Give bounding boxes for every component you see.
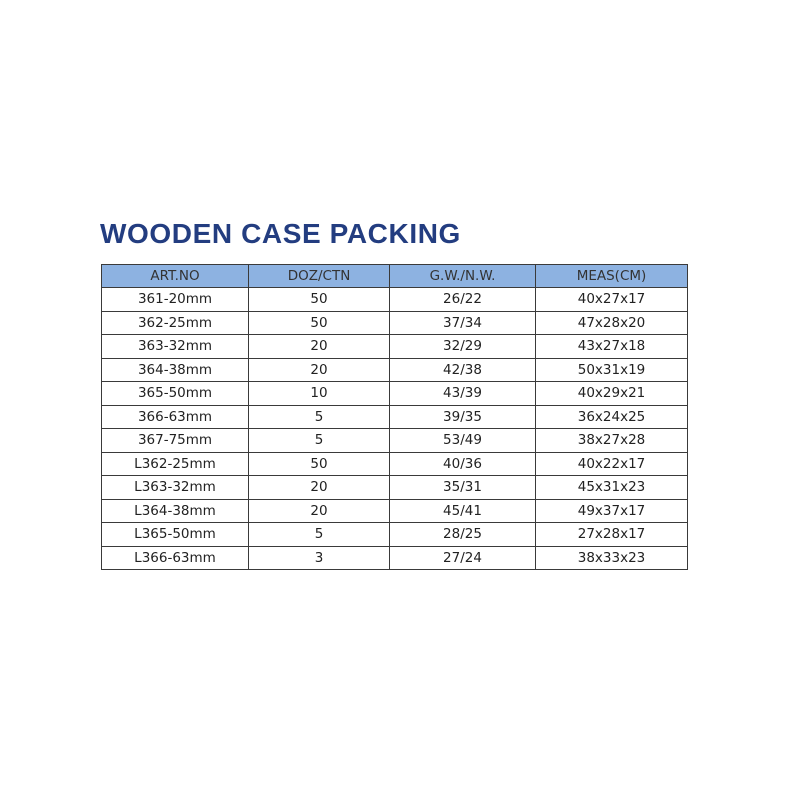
cell-doz-ctn: 20 [249,335,390,359]
table-body [102,288,688,570]
header-doz-ctn: DOZ/CTN [249,265,390,288]
cell-art-no: 366-63mm [102,405,249,429]
table-row [102,382,688,406]
cell-meas: 50x31x19 [536,358,688,382]
table-row [102,311,688,335]
table-row [102,405,688,429]
table-row [102,476,688,500]
table-header [102,265,688,288]
cell-art-no: 363-32mm [102,335,249,359]
cell-gw-nw: 26/22 [390,288,536,312]
cell-meas: 49x37x17 [536,499,688,523]
table-row [102,452,688,476]
cell-meas: 38x27x28 [536,429,688,453]
cell-doz-ctn: 10 [249,382,390,406]
cell-doz-ctn: 20 [249,476,390,500]
packing-table [101,264,688,570]
cell-gw-nw: 40/36 [390,452,536,476]
table-row [102,288,688,312]
table-row [102,546,688,570]
cell-art-no: 364-38mm [102,358,249,382]
table-row [102,523,688,547]
table-row [102,499,688,523]
cell-art-no: 361-20mm [102,288,249,312]
header-row [102,265,688,288]
cell-doz-ctn: 50 [249,288,390,312]
cell-gw-nw: 27/24 [390,546,536,570]
cell-gw-nw: 28/25 [390,523,536,547]
table-row [102,429,688,453]
cell-gw-nw: 42/38 [390,358,536,382]
table-row [102,358,688,382]
cell-gw-nw: 39/35 [390,405,536,429]
cell-gw-nw: 45/41 [390,499,536,523]
cell-meas: 36x24x25 [536,405,688,429]
cell-doz-ctn: 20 [249,358,390,382]
cell-meas: 40x27x17 [536,288,688,312]
cell-art-no: 367-75mm [102,429,249,453]
cell-doz-ctn: 50 [249,311,390,335]
cell-gw-nw: 53/49 [390,429,536,453]
header-gw-nw: G.W./N.W. [390,265,536,288]
cell-meas: 38x33x23 [536,546,688,570]
table-row [102,335,688,359]
cell-gw-nw: 32/29 [390,335,536,359]
cell-art-no: 362-25mm [102,311,249,335]
cell-doz-ctn: 5 [249,405,390,429]
cell-meas: 27x28x17 [536,523,688,547]
header-meas: MEAS(CM) [536,265,688,288]
cell-art-no: L362-25mm [102,452,249,476]
cell-gw-nw: 35/31 [390,476,536,500]
page-title: WOODEN CASE PACKING [100,218,461,249]
cell-art-no: L366-63mm [102,546,249,570]
cell-meas: 45x31x23 [536,476,688,500]
cell-art-no: L365-50mm [102,523,249,547]
cell-gw-nw: 37/34 [390,311,536,335]
cell-meas: 43x27x18 [536,335,688,359]
cell-doz-ctn: 3 [249,546,390,570]
cell-gw-nw: 43/39 [390,382,536,406]
cell-doz-ctn: 5 [249,429,390,453]
header-art-no: ART.NO [102,265,249,288]
cell-meas: 40x22x17 [536,452,688,476]
cell-meas: 47x28x20 [536,311,688,335]
cell-doz-ctn: 20 [249,499,390,523]
cell-art-no: L364-38mm [102,499,249,523]
cell-art-no: L363-32mm [102,476,249,500]
cell-doz-ctn: 50 [249,452,390,476]
cell-art-no: 365-50mm [102,382,249,406]
cell-meas: 40x29x21 [536,382,688,406]
cell-doz-ctn: 5 [249,523,390,547]
